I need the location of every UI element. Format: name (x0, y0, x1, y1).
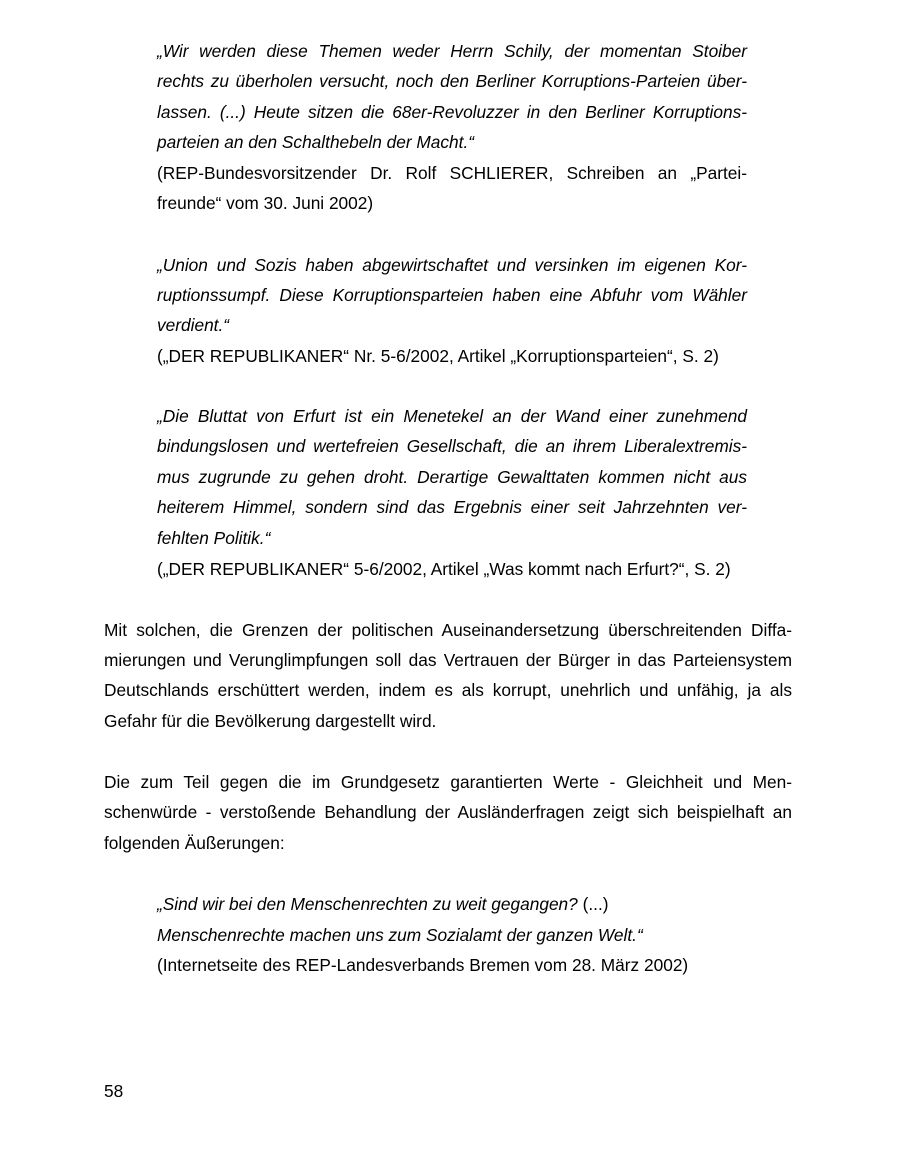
quote-line: parteien an den Schalthebeln der Macht.“ (157, 132, 475, 152)
paragraph-line: schenwürde - verstoßende Behandlung der Ausländerfragen zeigt sich beispielhaft an (104, 802, 792, 822)
quote-line (157, 893, 747, 915)
quote-source-line: freunde“ vom 30. Juni 2002) (157, 193, 374, 213)
quote-source-line: („DER REPUBLIKANER“ Nr. 5-6/2002, Artikel „Korruptionsparteien“, S. 2) (157, 346, 719, 366)
quote-source-line: (REP-Bundesvorsitzender Dr. Rolf SCHLIERER, Schreiben an „Partei- (157, 163, 747, 183)
quote-line: „Die Bluttat von Erfurt ist ein Menetekel an der Wand einer zunehmend (157, 406, 747, 426)
quote-line: verdient.“ (157, 315, 230, 335)
paragraph-line: Gefahr für die Bevölkerung dargestellt wird. (104, 711, 437, 731)
quote-line: mus zugrunde zu gehen droht. Derartige Gewalttaten kommen nicht aus (157, 467, 747, 487)
quote-source-line: („DER REPUBLIKANER“ 5-6/2002, Artikel „Was kommt nach Erfurt?“, S. 2) (157, 559, 731, 579)
quote-line: rechts zu überholen versucht, noch den Berliner Korruptions-Parteien über- (157, 71, 747, 91)
paragraph-line: Die zum Teil gegen die im Grundgesetz garantierten Werte - Gleichheit und Men- (104, 772, 792, 792)
paragraph-line: folgenden Äußerungen: (104, 833, 285, 853)
quote-italic-text: „Sind wir bei den Menschenrechten zu weit gegangen? (157, 894, 578, 914)
quote-line: bindungslosen und wertefreien Gesellschaft, die an ihrem Liberalextremis- (157, 436, 747, 456)
quote-source-line: (Internetseite des REP-Landesverbands Bremen vom 28. März 2002) (157, 955, 689, 975)
paragraph-line: Deutschlands erschüttert werden, indem es als korrupt, unehrlich und unfähig, ja als (104, 680, 792, 700)
quote-line: „Union und Sozis haben abgewirtschaftet und versinken im eigenen Kor- (157, 255, 747, 275)
quote-line: fehlten Politik.“ (157, 528, 271, 548)
quote-ellipsis-text: (...) (577, 894, 609, 914)
quote-line: heiterem Himmel, sondern sind das Ergebnis einer seit Jahrzehnten ver- (157, 497, 747, 517)
quote-line: „Wir werden diese Themen weder Herrn Schily, der momentan Stoiber (157, 41, 747, 61)
page-number: 58 (104, 1081, 124, 1101)
quote-line: lassen. (...) Heute sitzen die 68er-Revoluzzer in den Berliner Korruptions- (157, 102, 747, 122)
paragraph-line: Mit solchen, die Grenzen der politischen Auseinandersetzung überschreitenden Diffa- (104, 620, 792, 640)
quote-line: Menschenrechte machen uns zum Sozialamt der ganzen Welt.“ (157, 925, 643, 945)
paragraph-line: mierungen und Verunglimpfungen soll das Vertrauen der Bürger in das Parteiensystem (104, 650, 792, 670)
quote-line: ruptionssumpf. Diese Korruptionsparteien haben eine Abfuhr vom Wähler (157, 285, 747, 305)
